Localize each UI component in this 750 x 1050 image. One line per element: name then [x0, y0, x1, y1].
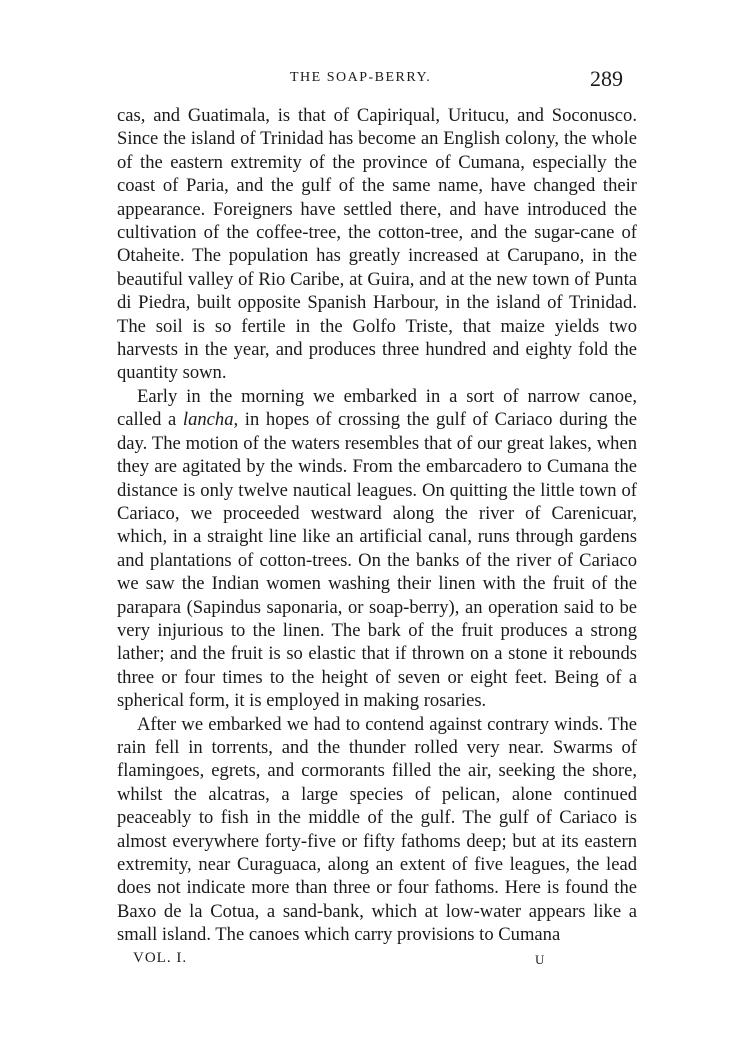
paragraph [117, 385, 637, 713]
page-footer [0, 950, 750, 974]
italic-term: lancha, [182, 409, 239, 431]
paragraph-text: cas, and Guatimala, is that of Capiriqual, Uritucu, and Soconusco. Since the island of Trinidad has become an English colony, the whole of the eastern extremity of the province of Cumana, especially the coast of Paria, and the gulf of the same name, have changed their appearance. Foreigners have settled there, and have introduced the cultivation of the coffee-tree, the cotton-tree, and the sugar-cane of Otaheite. The population has greatly increased at Carupano, in the beautiful valley of Rio Caribe, at Guira, and at the new town of Punta di Piedra, built opposite Spanish Harbour, in the island of Trinidad. The soil is so fertile in the Golfo Triste, that maize yields two harvests in the year, and produces three hundred and eighty fold the quantity sown. [117, 105, 637, 384]
body-text [117, 104, 637, 947]
page-number: 289 [590, 66, 623, 91]
paragraph-text: Early in the morning we embarked in a sort of narrow canoe, called a [117, 385, 637, 431]
volume-label: VOL. I. [133, 950, 188, 966]
paragraph-text: After we embarked we had to contend against contrary winds. The rain fell in torrents, and the thunder rolled very near. Swarms of flamingoes, egrets, and cormorants filled the air, seeking the shore, whilst the alcatras, a large species of pelican, alone continued peaceably to fish in the middle of the gulf. The gulf of Cariaco is almost everywhere forty-five or fifty fathoms deep; but at its eastern extremity, near Curaguaca, along an extent of five leagues, the lead does not indicate more than three or four fathoms. Here is found the Baxo de la Cotua, a sand-bank, which at low-water appears like a small island. The canoes which carry provisions to Cumana [117, 713, 637, 946]
paragraph [117, 104, 637, 385]
paragraph-text: in hopes of crossing the gulf of Cariaco during the day. The motion of the waters resembles that of our great lakes, when they are agitated by the winds. From the embarcadero to Cumana the distance is only twelve nautical leagues. On quitting the little town of Cariaco, we proceeded westward along the river of Carenicuar, which, in a straight line like an artificial canal, runs through gardens and plantations of cotton-trees. On the banks of the river of Cariaco we saw the Indian women washing their linen with the fruit of the parapara (Sapindus saponaria, or soap-berry), an operation said to be very injurious to the linen. The bark of the fruit produces a strong lather; and the fruit is so elastic that if thrown on a stone it rebounds three or four times to the height of seven or eight feet. Being of a spherical form, it is employed in making rosaries. [117, 409, 637, 712]
running-title: THE SOAP-BERRY. [290, 70, 432, 85]
paragraph [117, 713, 637, 947]
page-header [0, 66, 750, 94]
signature-mark: U [535, 952, 545, 967]
